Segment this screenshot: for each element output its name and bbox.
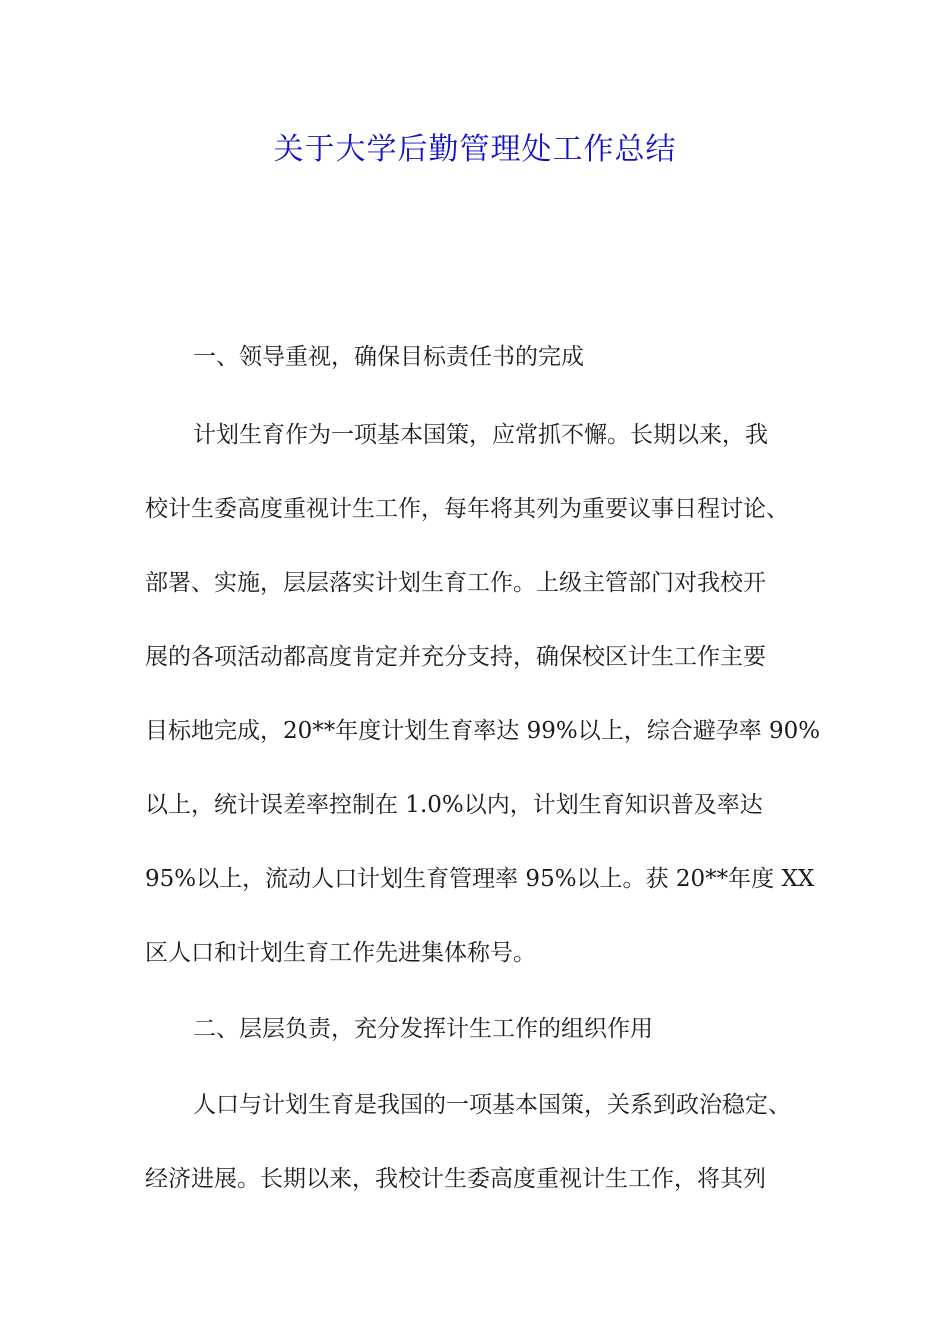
paragraph-line: 目标地完成，20**年度计划生育率达 99%以上，综合避孕率 90% xyxy=(145,718,821,744)
paragraph-line: 人口与计划生育是我国的一项基本国策，关系到政治稳定、 xyxy=(193,1092,791,1118)
paragraph-line: 以上，统计误差率控制在 1.0%以内，计划生育知识普及率达 xyxy=(145,792,763,818)
document-title: 关于大学后勤管理处工作总结 xyxy=(273,132,677,167)
section-heading-2: 二、层层负责，充分发挥计生工作的组织作用 xyxy=(193,1016,653,1042)
section-heading-1: 一、领导重视，确保目标责任书的完成 xyxy=(193,344,584,370)
paragraph-line: 展的各项活动都高度肯定并充分支持，确保校区计生工作主要 xyxy=(145,644,766,670)
paragraph-line: 校计生委高度重视计生工作，每年将其列为重要议事日程讨论、 xyxy=(145,496,789,522)
paragraph-line: 经济进展。长期以来，我校计生委高度重视计生工作，将其列 xyxy=(145,1166,766,1192)
paragraph-line: 95%以上，流动人口计划生育管理率 95%以上。获 20**年度 XX xyxy=(145,866,815,892)
paragraph-line: 区人口和计划生育工作先进集体称号。 xyxy=(145,940,536,966)
paragraph-line: 计划生育作为一项基本国策，应常抓不懈。长期以来，我 xyxy=(193,422,768,448)
paragraph-line: 部署、实施，层层落实计划生育工作。上级主管部门对我校开 xyxy=(145,570,766,596)
